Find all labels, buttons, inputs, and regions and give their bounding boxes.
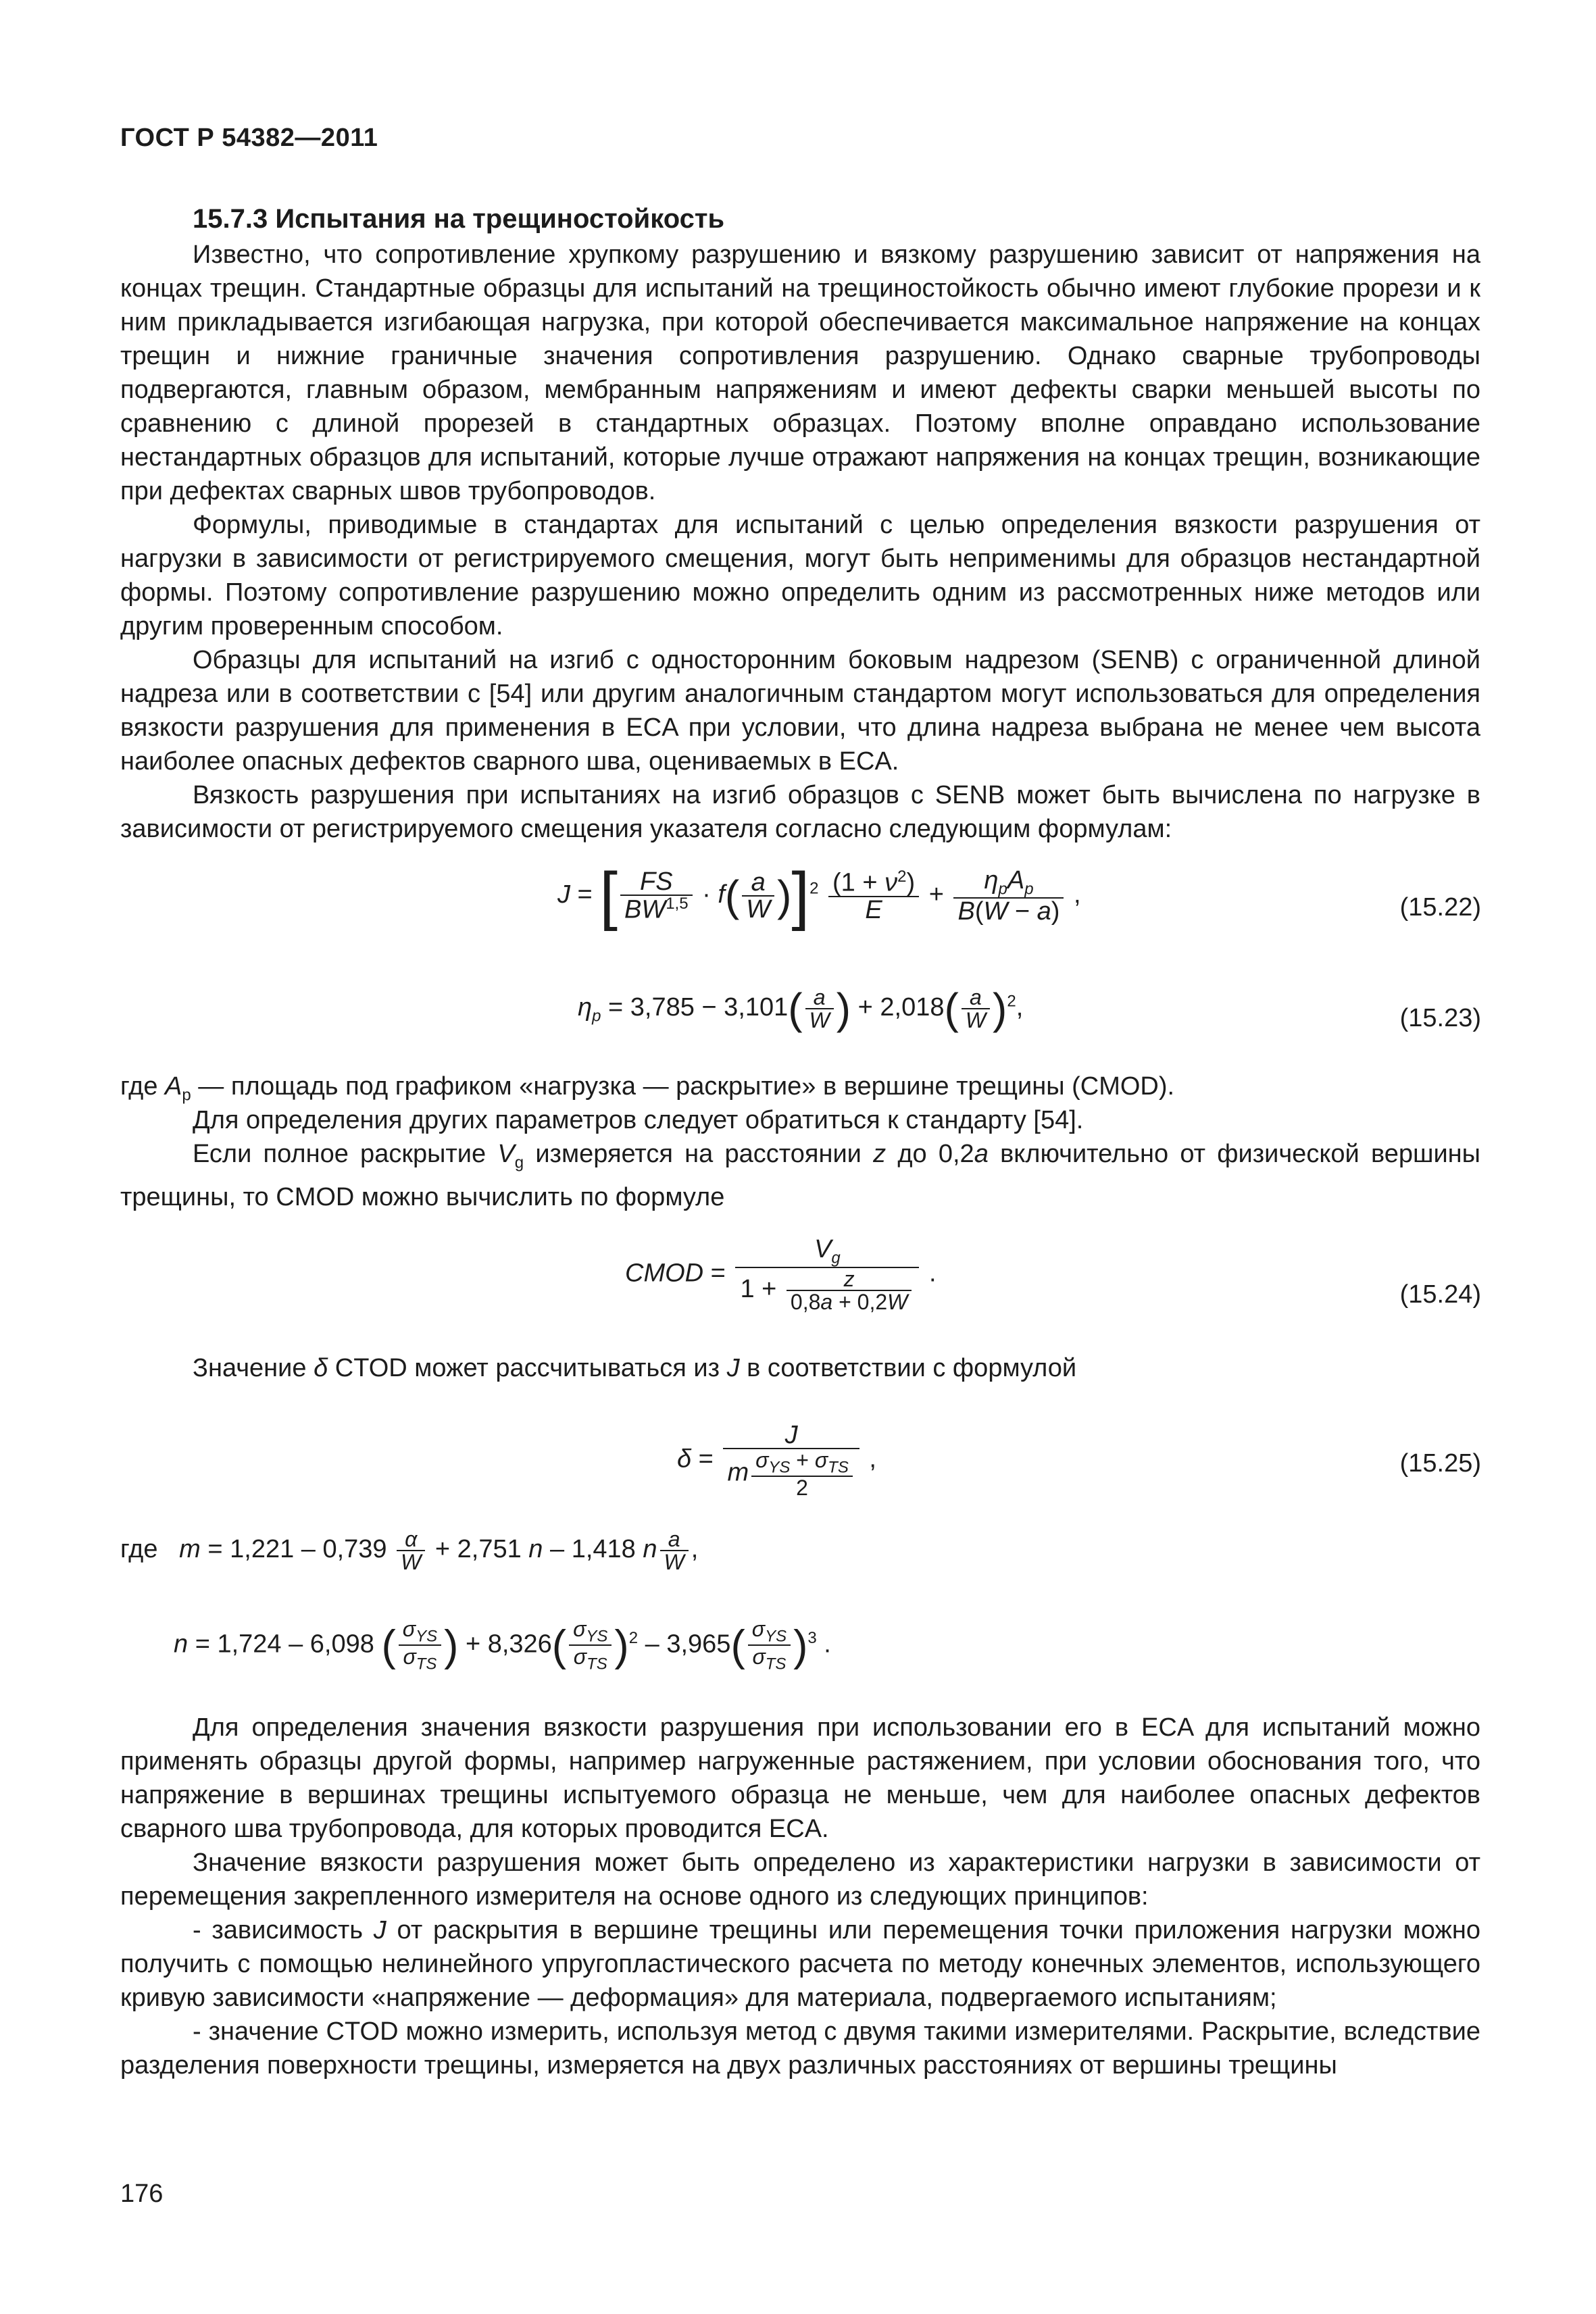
equation-15-25: δ = J m $\sigma_{YS} + \sigma_{TS}$ 2 ,: [677, 1421, 876, 1501]
paragraph-11: - значение CTOD можно измерить, используя метод с двумя такими измерителями. Раскрытие, вследствие разделения поверхности трещины, измеряется на двух различных расстояниях от вершины трещины: [120, 2017, 1480, 2080]
paragraph-2: Формулы, приводимые в стандартах для испытаний с целью определения вязкости разрушения от нагрузки в зависимости от регистрируемого смещения, могут быть неприменимы для образцов нестандартной формы. Поэтому сопротивление разрушению можно определить одним из рассмотренных ниже методов или другим проверенным способом.: [120, 511, 1480, 640]
equation-15-24: CMOD = $V_g$ 1 + $\frac{z}{0,8a + 0,2W}$ .: [625, 1235, 937, 1314]
paragraph-1: Известно, что сопротивление хрупкому разрушению и вязкому разрушению зависит от напряжения на концах трещин. Стандартные образцы для испытаний на трещиностойкость обычно имеют глубокие прорези и к ним прикладывается изгибающая нагрузка, при которой обеспечивается максимальное напряжение на концах трещин и нижние граничные значения сопротивления разрушению. Однако сварные трубопроводы подвергаются, главным образом, мембранным напряжениям и имеют дефекты сварки меньшей высоты по сравнению с длиной прорезей в стандартных образцах. Поэтому вполне оправдано использование нестандартных образцов для испытаний, которые лучше отражают напряжения на концах трещин, возникающие при дефектах сварных швов трубопроводов.: [120, 241, 1480, 505]
equation-15-22: J = [ $\frac{FS}{BW^{1,5}}$ · f( $\frac{a}{W}$ )]$^2$ $\frac{(1 + \nu^2)}{E}$ + $\eta_pA_p$ B(W − a) ,: [557, 859, 1081, 932]
ap-definition: где $A_p$ — площадь под графиком «нагрузка — раскрытие» в вершине трещины (CMOD).: [120, 1072, 1175, 1105]
equation-number-15-22: (15.22): [1399, 893, 1481, 922]
paragraph-6: Если полное раскрытие $V_g$ измеряется на расстоянии z до 0,2a включительно от физической вершины трещины, то CMOD можно вычислить по формуле: [120, 1140, 1480, 1211]
n-expression: n = 1,724 – 6,098 ( $\sigma_{YS}$ $\sigma_{TS}$ ) + 8,326( $\sigma_{YS}$ $\sigma_{TS}$ )$^2$ – 3,965( $\sigma_{YS}$ $\sigma_{TS}$ )$^3$ .: [174, 1617, 831, 1674]
equation-number-15-24: (15.24): [1399, 1280, 1481, 1309]
section-title: 15.7.3 Испытания на трещиностойкость: [193, 204, 725, 234]
paragraph-10: - зависимость J от раскрытия в вершине трещины или перемещения точки приложения нагрузки можно получить с помощью нелинейного упругопластического расчета по методу конечных элементов, использующего кривую зависимости «напряжение — деформация» для материала, подвергаемого испытаниям;: [120, 1916, 1481, 2012]
paragraph-3: Образцы для испытаний на изгиб с односторонним боковым надрезом (SENB) с ограниченной длиной надреза или в соответствии с [54] или другим аналогичным стандартом могут использоваться для определения вязкости разрушения для применения в ECA при условии, что длина надреза выбрана не менее чем высота наиболее опасных дефектов сварного шва, оцениваемых в ECA.: [120, 646, 1480, 776]
page-number: 176: [120, 2180, 164, 2208]
paragraph-5: Для определения других параметров следует обратиться к стандарту [54].: [193, 1106, 1084, 1134]
equation-15-23: $\eta_p = 3,785 - 3,101$( $\frac{a}{W}$ ) + 2,018( $\frac{a}{W}$ )$^2$,: [578, 984, 1024, 1033]
equation-number-15-25: (15.25): [1399, 1449, 1481, 1478]
document-header: ГОСТ Р 54382—2011: [120, 124, 378, 152]
paragraph-7: Значение δ CTOD может рассчитываться из J в соответствии с формулой: [193, 1354, 1077, 1382]
m-expression: где m = 1,221 – 0,739 $\frac{\alpha}{W}$ + 2,751 n – 1,418 n $\frac{a}{W}$ ,: [120, 1527, 699, 1574]
paragraph-8: Для определения значения вязкости разрушения при использовании его в ECA для испытаний можно применять образцы другой формы, например нагруженные растяжением, при условии обоснования того, что напряжение в вершинах трещины испытуемого образца не меньше, чем для наиболее опасных дефектов сварного шва трубопровода, для которых проводится ECA.: [120, 1713, 1480, 1843]
paragraph-9: Значение вязкости разрушения может быть определено из характеристики нагрузки в зависимости от перемещения закрепленного измерителя на основе одного из следующих принципов:: [120, 1848, 1480, 1911]
equation-number-15-23: (15.23): [1399, 1004, 1481, 1032]
paragraph-4: Вязкость разрушения при испытаниях на изгиб образцов с SENB может быть вычислена по нагрузке в зависимости от регистрируемого смещения указателя согласно следующим формулам:: [120, 781, 1480, 843]
